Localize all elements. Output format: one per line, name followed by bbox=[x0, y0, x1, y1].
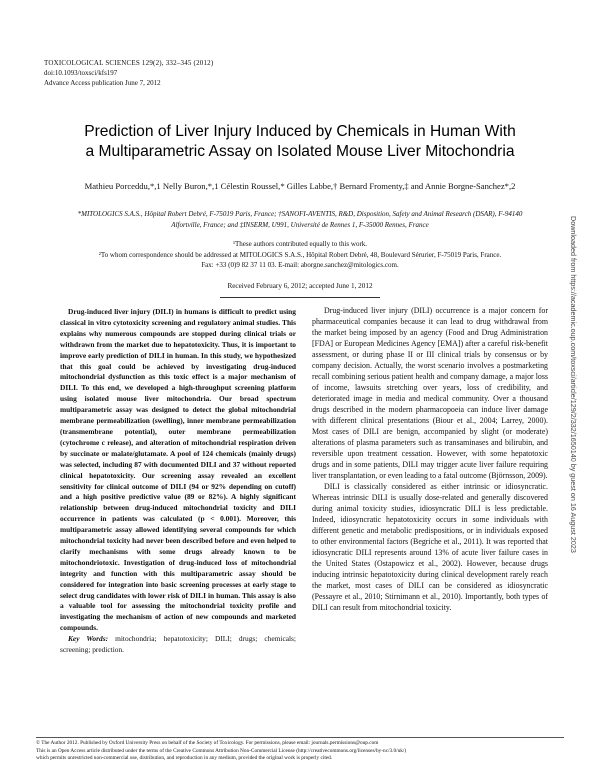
download-watermark-text: Downloaded from https://academic.oup.com/toxsci/article/129/2/332/1650140 by guest on 16 August 2023 bbox=[569, 216, 578, 553]
author-list: Mathieu Porceddu,*,1 Nelly Buron,*,1 Célestin Roussel,* Gilles Labbe,† Bernard Fromenty,‡ and Annie Borgne-Sanchez*,2 bbox=[84, 181, 516, 191]
body-text bbox=[312, 305, 548, 613]
keywords bbox=[60, 634, 296, 656]
keywords-text: mitochondria; hepatotoxicity; DILI; drugs; chemicals; screening; prediction. bbox=[60, 634, 296, 655]
download-watermark bbox=[566, 216, 578, 576]
affiliations bbox=[52, 209, 548, 230]
footer-divider bbox=[36, 737, 564, 738]
contact-details: Fax: +33 (0)9 82 37 11 03. E-mail: aborgne.sanchez@mitologics.com. bbox=[201, 261, 399, 269]
header-divider bbox=[220, 297, 380, 298]
journal-header bbox=[44, 58, 213, 88]
body-paragraph-1: Drug-induced liver injury (DILI) occurrence is a major concern for pharmaceutical companies because it can lead to drug withdrawal from the market being imposed by an agency (Food and Drug Administration [FDA] or European Medicines Agency [EMA]) after a careful risk-benefit assessment, or during phase II or III clinical trials by consensus or by company decision. Actually, the worst scenario involves a postmarketing recall combining serious patient health and company damage, a major loss of income, lawsuits stretching over years, loss of credibility, and deteriorated image in media and medical community. Over a thousand drugs described in the modern pharmacopoeia can induce liver damage with different clinical presentations (Biour et al., 2004; Larrey, 2000). Most cases of DILI are benign, accompanied by slight (or moderate) alterations of plasma parameters such as transaminases and bilirubin, and reversible upon treatment cessation. However, with some hepatotoxic drugs and in some patients, DILI may trigger acute liver failure requiring liver transplantation, or even leading to a fatal outcome (Björnsson, 2009). bbox=[312, 306, 548, 480]
permission-line: which permits unrestricted non-commercial use, distribution, and reproduction in any medium, provided the original work is properly cited. bbox=[36, 755, 333, 761]
body-paragraph-2: DILI is classically considered as either intrinsic or idiosyncratic. Whereas intrinsic DILI is usually dose-related and generally discovered during animal toxicity studies, idiosyncratic DILI is less predictable. Indeed, idiosyncratic hepatotoxicity occurs in some individuals with different genetic and metabolic predispositions, or in individuals exposed to other environmental factors (Begriche et al., 2011). It was reported that idiosyncratic DILI represents around 13% of acute liver failure cases in the United States (Ostapowicz et al., 2002). However, because drugs inducing intrinsic hepatotoxicity during clinical development rarely reach the market, most cases of DILI can be considered as idiosyncratic (Pessayre et al., 2010; Stirnimann et al., 2010). Importantly, both types of DILI can result from mitochondrial toxicity. bbox=[312, 482, 548, 612]
copyright-line: © The Author 2012. Published by Oxford University Press on behalf of the Society of Toxicology. For permissions, please email: journals.permissions@oup.com bbox=[36, 740, 379, 746]
correspondence-note: ²To whom correspondence should be addressed at MITOLOGICS S.A.S., Hôpital Robert Debré, 48, Boulevard Sérurier, F-75019 Paris, France. bbox=[98, 250, 502, 259]
abstract bbox=[60, 307, 296, 656]
author-notes bbox=[60, 239, 540, 271]
keywords-label: Key Words: bbox=[68, 634, 109, 644]
license-line: This is an Open Access article distributed under the terms of the Creative Commons Attribution Non-Commercial License (http://creativecommons.org/licenses/by-nc/3.0/uk/) bbox=[36, 747, 407, 754]
title-line-2: a Multiparametric Assay on Isolated Mouse Liver Mitochondria bbox=[85, 143, 515, 160]
affiliation-line-2: Alfortville, France; and ‡INSERM, U991, Université de Rennes 1, F-35000 Rennes, France bbox=[171, 220, 429, 229]
received-dates: Received February 6, 2012; accepted June 1, 2012 bbox=[227, 282, 373, 290]
article-title bbox=[40, 122, 560, 162]
abstract-text: Drug-induced liver injury (DILI) in humans is difficult to predict using classical in vitro cytotoxicity screening and regulatory animal studies. This explains why numerous compounds are stopped during clinical trials or withdrawn from the market due to hepatotoxicity. Thus, it is important to improve early prediction of DILI in human. In this study, we hypothesized that this goal could be achieved by investigating drug-induced mitochondrial dysfunction as this toxic effect is a major mechanism of DILI. To this end, we developed a high-throughput screening platform using isolated mouse liver mitochondria. Our broad spectrum multiparametric assay was designed to detect the global mitochondrial membrane permeabilization (swelling), inner membrane permeabilization (transmembrane potential), outer membrane permeabilization (cytochrome c release), and alteration of mitochondrial respiration driven by succinate or malate/glutamate. A pool of 124 chemicals (mainly drugs) was selected, including 87 with documented DILI and 37 without reported clinical hepatotoxicity. Our screening assay revealed an excellent sensitivity for clinical outcome of DILI (94 or 92% depending on cutoff) and a high positive predictive value (89 or 82%). A highly significant relationship between drug-induced mitochondrial toxicity and DILI occurrence in patients was calculated (p < 0.001). Moreover, this multiparametric assay allowed identifying several compounds for which mitochondrial toxicity had never been described before and even helped to clarify mechanisms with some drugs already known to be mitochondriotoxic. Investigation of drug-induced loss of mitochondrial integrity and function with this multiparametric assay should be considered for integration into basic screening processes at early stage to select drug candidates with lower risk of DILI in human. This assay is also a valuable tool for assessing the mitochondrial toxicity profile and investigating the mechanism of action of new compounds and marketed compounds. bbox=[60, 307, 296, 633]
doi: doi:10.1093/toxsci/kfs197 bbox=[44, 69, 118, 77]
advance-access-date: Advance Access publication June 7, 2012 bbox=[44, 79, 161, 87]
equal-contribution-note: ¹These authors contributed equally to this work. bbox=[232, 240, 368, 248]
copyright-footer bbox=[36, 740, 576, 763]
affiliation-line-1: *MITOLOGICS S.A.S., Hôpital Robert Debré, F-75019 Paris, France; †SANOFI-AVENTIS, R&D, Disposition, Safety and Animal Research (DSAR), F-94140 bbox=[77, 210, 523, 218]
journal-citation: TOXICOLOGICAL SCIENCES 129(2), 332–345 (2012) bbox=[44, 59, 214, 67]
title-line-1: Prediction of Liver Injury Induced by Chemicals in Human With bbox=[84, 123, 516, 140]
